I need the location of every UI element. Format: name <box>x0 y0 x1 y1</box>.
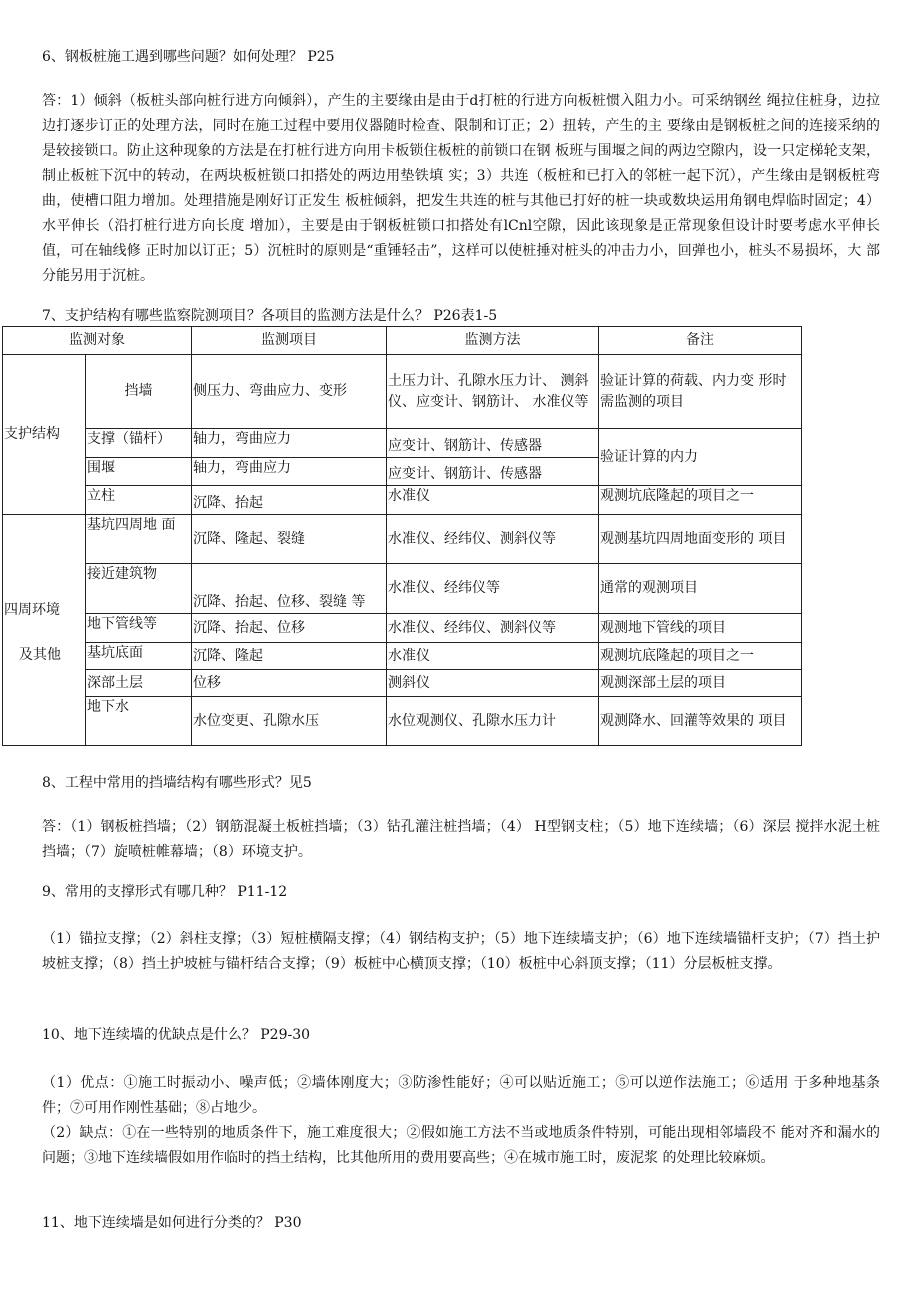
item-cell: 水位变更、孔隙水压 <box>192 697 387 746</box>
item-cell: 轴力，弯曲应力 <box>192 429 387 458</box>
table-row <box>3 697 802 746</box>
question-9-answer: （1）锚拉支撑；（2）斜柱支撑；（3）短桩横隔支撑；（4）钢结构支护；（5）地下连续墙支护；（6）地下连续墙锚杆支护；（7）挡土护坡桩支撑；（8）挡土护坡桩与锚杆结合支撑；（9）板桩中心横顶支撑；（10）板桩中心斜顶支撑；（11）分层板桩支撑。 <box>42 931 880 972</box>
sub-object-cell: 围堰 <box>86 458 192 486</box>
question-9-heading: 9、常用的支撑形式有哪几种？ P11-12 <box>42 884 288 900</box>
sub-object-cell: 地下水 <box>86 697 192 746</box>
note-cell: 观测坑底隆起的项目之一 <box>599 643 802 670</box>
table-row <box>3 515 802 564</box>
monitoring-table <box>2 326 802 746</box>
note-cell: 观测坑底隆起的项目之一 <box>599 486 802 515</box>
question-6-answer: 答：1）倾斜（板桩头部向桩行进方向倾斜），产生的主要缘由是由于d打桩的行进方向板桩惯入阻力小。可采纳钢丝 绳拉住桩身，边拉边打逐步订正的处理方法，同时在施工过程中要用仪器随时检查、限制和订正；2）扭转，产生的主 要缘由是钢板桩之间的连接采纳的是较接锁口。防止这种现象的方法是在打桩行进方向用卡板锁住板桩的前锁口在钢 板班与围堰之间的两边空隙内，设一只定梯轮支架，制止板桩下沉中的转动，在两块板桩锁口扣搭处的两边用垫铁填 实；3）共连（板桩和已打入的邻桩一起下沉），产生缘由是钢板桩弯曲，使槽口阻力增加。处理措施是刚好订正发生 板桩倾斜，把发生共连的桩与其他已打好的桩一块或数块运用角钢电焊临时固定；4）水平伸长（沿打桩行进方向长度 增加），主要是由于钢板桩锁口扣搭处有lCnl空隙，因此该现象是正常现象但设计时要考虑水平伸长值，可在轴线修 正时加以订正；5）沉桩时的原则是“重锤轻击”，这样可以使桩捶对桩头的冲击力小，回弹也小，桩头不易损坏，大 部分能另用于沉桩。 <box>42 93 880 284</box>
table-row <box>3 643 802 670</box>
note-cell: 观测地下管线的项目 <box>599 614 802 643</box>
method-cell: 应变计、钢筋计、传感器 <box>387 458 599 486</box>
note-cell: 验证计算的荷载、内力变 形时需监测的项目 <box>599 355 802 429</box>
sub-object-cell: 挡墙 <box>86 355 192 429</box>
sub-object-cell: 支撑（锚杆） <box>86 429 192 458</box>
sub-object-cell: 立柱 <box>86 486 192 515</box>
sub-object-cell: 地下管线等 <box>86 614 192 643</box>
item-cell: 沉降、抬起、位移、裂缝 等 <box>192 564 387 614</box>
group-label-line1: 四周环境 <box>4 602 60 618</box>
item-cell: 沉降、抬起、位移 <box>192 614 387 643</box>
note-cell: 通常的观测项目 <box>599 564 802 614</box>
table-row <box>3 486 802 515</box>
note-cell: 观测深部土层的项目 <box>599 670 802 697</box>
question-11-heading: 11、地下连续墙是如何进行分类的？ P30 <box>42 1215 302 1231</box>
sub-object-cell: 深部土层 <box>86 670 192 697</box>
header-cell: 监测对象 <box>3 327 192 355</box>
method-cell: 水准仪 <box>387 486 599 515</box>
table-row <box>3 355 802 429</box>
table-row <box>3 614 802 643</box>
item-cell: 侧压力、弯曲应力、变形 <box>192 355 387 429</box>
header-cell: 监测方法 <box>387 327 599 355</box>
sub-object-cell: 基坑底面 <box>86 643 192 670</box>
method-cell: 应变计、钢筋计、传感器 <box>387 429 599 458</box>
group-cell-environment <box>3 515 86 746</box>
item-cell: 位移 <box>192 670 387 697</box>
question-6-heading: 6、钢板桩施工遇到哪些问题？如何处理？ P25 <box>42 49 335 65</box>
header-cell: 备注 <box>599 327 802 355</box>
sub-object-cell: 接近建筑物 <box>86 564 192 614</box>
table-row <box>3 564 802 614</box>
question-7-heading: 7、支护结构有哪些监察院测项目？各项目的监测方法是什么？ P26表1-5 <box>42 308 498 324</box>
question-10-cons: （2）缺点：①在一些特别的地质条件下，施工难度很大；②假如施工方法不当或地质条件特别，可能出现相邻墙段不 能对齐和漏水的问题；③地下连续墙假如用作临时的挡土结构，比其他所用的费用要高些；④在城市施工时，废泥浆 的处理比较麻烦。 <box>42 1125 880 1166</box>
group-cell-support: 支护结构 <box>3 355 86 515</box>
method-cell: 土压力计、孔隙水压力计、 测斜仪、应变计、钢筋计、 水准仪等 <box>387 355 599 429</box>
note-cell: 观测基坑四周地面变形的 项目 <box>599 515 802 564</box>
question-8-answer: 答：（1）钢板桩挡墙；（2）钢筋混凝土板桩挡墙；（3）钻孔灌注桩挡墙；（4） H型钢支柱；（5）地下连续墙；（6）深层 搅拌水泥土桩挡墙；（7）旋喷桩帷幕墙；（8）环境支护。 <box>42 819 880 860</box>
method-cell: 测斜仪 <box>387 670 599 697</box>
item-cell: 沉降、隆起 <box>192 643 387 670</box>
method-cell: 水位观测仪、孔隙水压力计 <box>387 697 599 746</box>
header-cell: 监测项目 <box>192 327 387 355</box>
table-row <box>3 429 802 458</box>
method-cell: 水准仪、经纬仪、测斜仪等 <box>387 515 599 564</box>
note-cell: 观测降水、回灌等效果的 项目 <box>599 697 802 746</box>
question-10-heading: 10、地下连续墙的优缺点是什么？ P29-30 <box>42 1027 311 1043</box>
method-cell: 水准仪、经纬仪等 <box>387 564 599 614</box>
question-8-heading: 8、工程中常用的挡墙结构有哪些形式？见5 <box>42 775 312 791</box>
item-cell: 沉降、抬起 <box>192 486 387 515</box>
question-10-pros: （1）优点：①施工时振动小、噪声低；②墙体刚度大；③防渗性能好；④可以贴近施工；⑤可以逆作法施工；⑥适用 于多种地基条件；⑦可用作刚性基础；⑧占地少。 <box>42 1075 880 1116</box>
item-cell: 沉降、隆起、裂缝 <box>192 515 387 564</box>
sub-object-cell: 基坑四周地 面 <box>86 515 192 564</box>
method-cell: 水准仪、经纬仪、测斜仪等 <box>387 614 599 643</box>
table-header-row <box>3 327 802 355</box>
note-cell: 验证计算的内力 <box>599 429 802 486</box>
method-cell: 水准仪 <box>387 643 599 670</box>
group-label-line2: 及其他 <box>19 647 61 663</box>
item-cell: 轴力，弯曲应力 <box>192 458 387 486</box>
table-row <box>3 670 802 697</box>
